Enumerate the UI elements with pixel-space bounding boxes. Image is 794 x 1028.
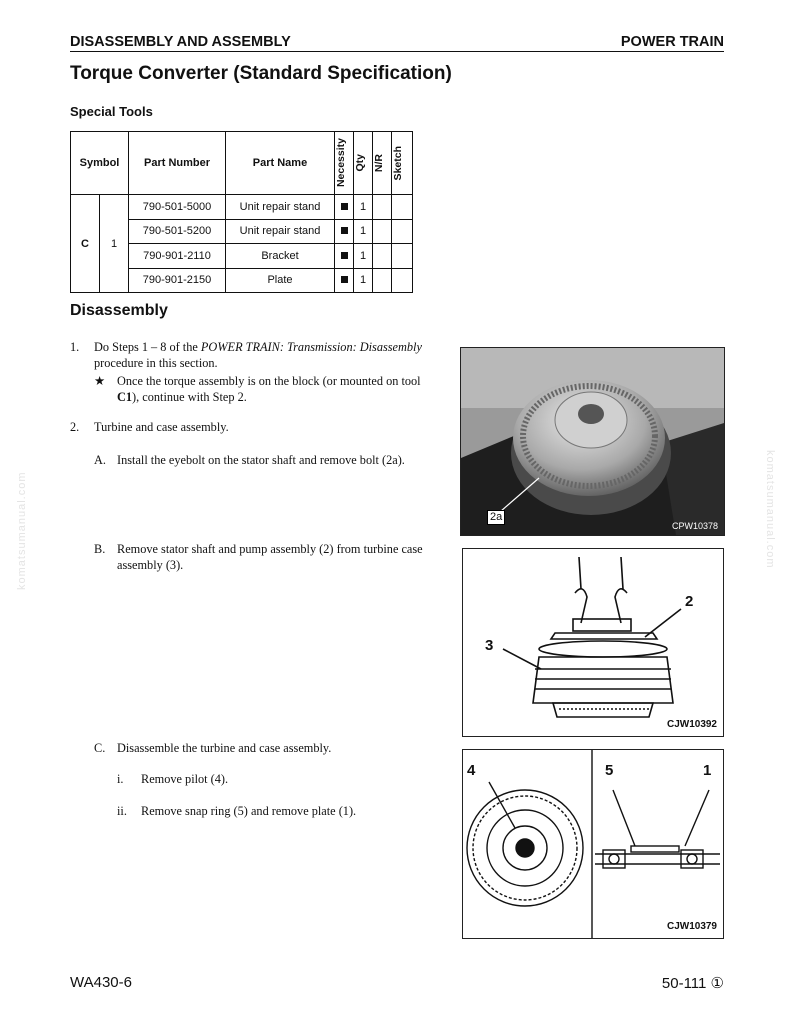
sketch-cell: [392, 195, 413, 220]
nr-cell: [373, 219, 392, 244]
figure-photo-bolt-2a: [460, 347, 725, 536]
callout-2: 2: [685, 593, 694, 610]
qty-cell: 1: [354, 195, 373, 220]
section-header-right: POWER TRAIN: [620, 34, 724, 50]
figure-stator-pump-removal: [462, 548, 724, 737]
sketch-cell: [392, 244, 413, 269]
col-necessity: Necessity: [335, 138, 347, 188]
symbol-cell: C: [71, 195, 100, 293]
footer-page-number: 50-111 ①: [661, 975, 724, 992]
callout-1: 1: [703, 762, 712, 779]
disassembly-heading: Disassembly: [70, 302, 168, 319]
footer-model: WA430-6: [70, 974, 132, 991]
col-qty: Qty: [354, 154, 366, 172]
part-number-cell: 790-901-2110: [129, 244, 226, 269]
sub-symbol-cell: 1: [100, 195, 129, 293]
step-2-text: Turbine and case assembly.: [94, 420, 229, 434]
step-2c-text: Disassemble the turbine and case assembly.: [117, 741, 332, 755]
step-2c-label: C.: [94, 741, 106, 755]
part-name-cell: Unit repair stand: [226, 195, 335, 220]
necessity-mark-icon: [341, 203, 348, 210]
figure-code: CJW10392: [666, 719, 717, 730]
necessity-cell: [335, 268, 354, 293]
step-1-note-line2: [117, 389, 247, 405]
step-1-note-line1: Once the torque assembly is on the block (or mounted on tool: [117, 374, 421, 388]
col-sketch: Sketch: [392, 145, 404, 181]
nr-cell: [373, 195, 392, 220]
callout-3: 3: [485, 637, 494, 654]
header-rule: [70, 51, 724, 52]
necessity-mark-icon: [341, 252, 348, 259]
step-1-note-end: ), continue with Step 2.: [132, 390, 247, 404]
figure-code: CJW10379: [666, 921, 717, 932]
step-2c-i-label: i.: [117, 772, 124, 786]
step-2c-ii-text: Remove snap ring (5) and remove plate (1).: [141, 804, 357, 818]
step-1-post: procedure in this section.: [94, 356, 218, 370]
qty-cell: 1: [354, 244, 373, 269]
tool-ref: C1: [117, 390, 133, 404]
figure-code: CPW10378: [671, 521, 718, 531]
col-nr: N/R: [373, 153, 385, 173]
watermark-left: komatsumanual.com: [16, 471, 28, 590]
special-tools-heading: Special Tools: [70, 104, 153, 119]
callout-2a: 2a: [487, 510, 505, 525]
part-number-cell: 790-501-5000: [129, 195, 226, 220]
necessity-mark-icon: [341, 276, 348, 283]
callout-5: 5: [605, 762, 614, 779]
part-name-cell: Plate: [226, 268, 335, 293]
col-part-name: Part Name: [226, 132, 335, 195]
part-number-cell: 790-501-5200: [129, 219, 226, 244]
page-title: Torque Converter (Standard Specification): [70, 63, 452, 84]
step-2a-label: A.: [94, 453, 106, 467]
necessity-cell: [335, 195, 354, 220]
step-2b-text-line2: assembly (3).: [117, 558, 184, 572]
sketch-cell: [392, 219, 413, 244]
nr-cell: [373, 244, 392, 269]
pilot-snap-ring-drawing: [463, 750, 723, 938]
step-2a-text: Install the eyebolt on the stator shaft and remove bolt (2a).: [117, 453, 405, 467]
sketch-cell: [392, 268, 413, 293]
table-row: [71, 195, 413, 220]
qty-cell: 1: [354, 268, 373, 293]
step-1-ref: POWER TRAIN: Transmission: Disassembly: [200, 340, 422, 354]
step-1-pre: Do Steps 1 – 8 of the: [94, 340, 201, 354]
necessity-cell: [335, 244, 354, 269]
star-icon: ★: [94, 374, 106, 388]
step-2-number: 2.: [70, 420, 80, 434]
part-name-cell: Unit repair stand: [226, 219, 335, 244]
step-2c-ii-label: ii.: [117, 804, 127, 818]
necessity-cell: [335, 219, 354, 244]
stator-pump-drawing: [463, 549, 723, 736]
col-symbol: Symbol: [71, 132, 129, 195]
torque-converter-photo: [461, 348, 724, 535]
special-tools-table: [70, 131, 413, 293]
watermark-right: komatsumanual.com: [764, 450, 776, 569]
step-2b-text-line1: Remove stator shaft and pump assembly (2) from turbine case: [117, 542, 423, 556]
necessity-mark-icon: [341, 227, 348, 234]
qty-cell: 1: [354, 219, 373, 244]
step-1-text: [94, 339, 446, 355]
step-2b-label: B.: [94, 542, 106, 556]
figure-pilot-snap-ring: [462, 749, 724, 939]
step-1-number: 1.: [70, 340, 80, 354]
table-header-row: [71, 132, 413, 195]
step-2c-i-text: Remove pilot (4).: [141, 772, 229, 786]
nr-cell: [373, 268, 392, 293]
part-name-cell: Bracket: [226, 244, 335, 269]
part-number-cell: 790-901-2150: [129, 268, 226, 293]
callout-4: 4: [467, 762, 476, 779]
col-part-number: Part Number: [129, 132, 226, 195]
section-header-left: DISASSEMBLY AND ASSEMBLY: [70, 34, 291, 50]
